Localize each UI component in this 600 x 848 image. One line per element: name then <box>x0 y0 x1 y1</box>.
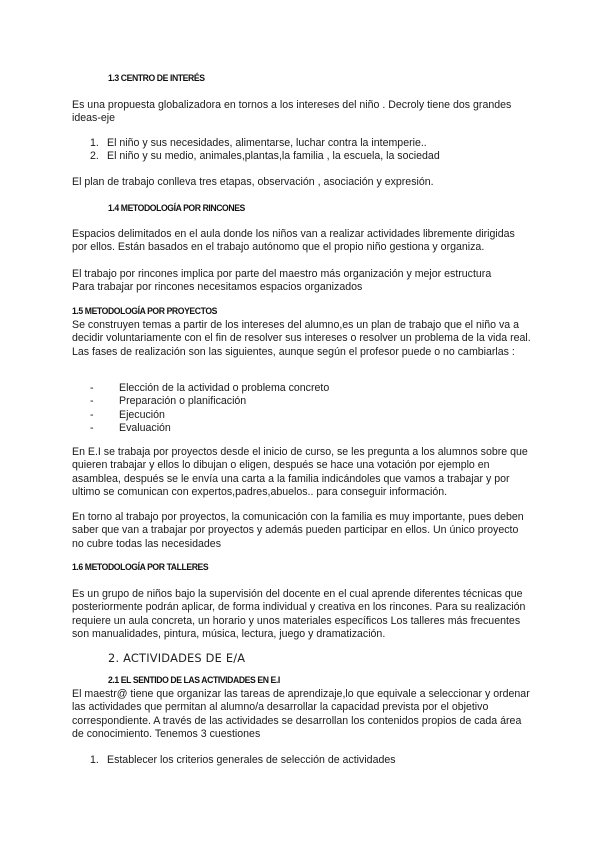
list-dash: - <box>90 422 94 435</box>
list-item-text: Establecer los criterios generales de selección de actividades <box>107 754 396 766</box>
list-item-text: Preparación o planificación <box>119 395 247 408</box>
list-dash: - <box>90 382 94 394</box>
list-item-text: Elección de la actividad o problema concreto <box>119 382 330 394</box>
list-item <box>90 382 519 395</box>
list-item <box>90 422 519 435</box>
list-item-text: El niño y sus necesidades, alimentarse, luchar contra la intemperie.. <box>107 137 427 149</box>
list-item <box>90 395 519 408</box>
paragraph-rincones-1: Espacios delimitados en el aula donde los niños van a realizar actividades libremente dirigidas por ellos. Están basados en el trabajo autónomo que el propio niño gestiona y organiza. <box>72 228 515 254</box>
paragraph-proyectos-2: En E.I se trabaja por proyectos desde el inicio de curso, se les pregunta a los alumnos sobre que quieren trabajar y ellos lo dibujan o eligen, después se hace una votación por ejemplo en asamblea, después se le envía una carta a la familia indicándoles que vamos a trabajar y por ultimo se comunican con expertos,padres,abuelos.. para conseguir información. <box>72 446 528 499</box>
list-item <box>90 754 527 767</box>
heading-centro-de-interes: 1.3 CENTRO DE INTERÉS <box>108 73 205 84</box>
paragraph-plan-trabajo: El plan de trabajo conlleva tres etapas, observación , asociación y expresión. <box>72 176 434 188</box>
paragraph-rincones-2: El trabajo por rincones implica por parte del maestro más organización y mejor estructura <box>72 268 492 280</box>
list-item-text: Evaluación <box>119 422 171 435</box>
paragraph-proyectos-3: En torno al trabajo por proyectos, la comunicación con la familia es muy importante, pues deben saber que van a trabajar por proyectos y además pueden participar en ellos. Un único proyecto no cubre todas las necesidades <box>72 511 524 550</box>
list-number: 2. <box>90 150 99 163</box>
paragraph-sentido-actividades: El maestr@ tiene que organizar las tareas de aprendizaje,lo que equivale a seleccionar y ordenar las actividades que permitan al alumno/a desarrollar la capacidad prevista por el objetivo correspondiente. A través de las actividades se desarrollan los contenidos propios de cada área de conocimiento. Tenemos 3 cuestiones <box>72 688 530 741</box>
list-dash: - <box>90 408 94 421</box>
list-cuestiones <box>90 754 527 767</box>
list-item <box>90 137 527 150</box>
list-fases-proyecto <box>90 382 519 436</box>
paragraph-proyectos-1: Se construyen temas a partir de los intereses del alumno,es un plan de trabajo que el niño va a decidir voluntariamente con el fin de resolver sus intereses o resolver un problema de la vida real. Las fases de realización son las siguientes, aunque según el profesor puede o no cambiarlas : <box>72 319 531 358</box>
paragraph-rincones-3: Para trabajar por rincones necesitamos espacios organizados <box>72 281 363 293</box>
heading-sentido-actividades: 2.1 EL SENTIDO DE LAS ACTIVIDADES EN E.I <box>108 675 280 686</box>
paragraph-centro-intro: Es una propuesta globalizadora en tornos a los intereses del niño . Decroly tiene dos grandes ideas-eje <box>72 99 512 125</box>
list-number: 1. <box>90 137 99 149</box>
list-number: 1. <box>90 754 99 766</box>
list-item-text: El niño y su medio, animales,plantas,la familia , la escuela, la sociedad <box>107 150 440 163</box>
list-decroly-ideas <box>90 137 527 164</box>
heading-proyectos: 1.5 METODOLOGÍA POR PROYECTOS <box>72 306 217 317</box>
list-item <box>90 408 519 422</box>
heading-talleres: 1.6 METODOLOGÍA POR TALLERES <box>72 562 209 573</box>
list-dash: - <box>90 395 94 408</box>
list-item-text: Ejecución <box>119 408 165 421</box>
heading-actividades: 2. ACTIVIDADES DE E/A <box>108 651 246 665</box>
paragraph-talleres: Es un grupo de niños bajo la supervisión del docente en el cual aprende diferentes técnicas que posteriormente podrán aplicar, de forma individual y creativa en los rincones. Para su realización requiere un aula concreta, un horario y unos materiales específicos Los talleres más frecuentes son manualidades, pintura, música, lectura, juego y dramatización. <box>72 588 526 641</box>
heading-rincones: 1.4 METODOLOGÍA POR RINCONES <box>108 203 245 214</box>
list-item <box>90 150 527 163</box>
